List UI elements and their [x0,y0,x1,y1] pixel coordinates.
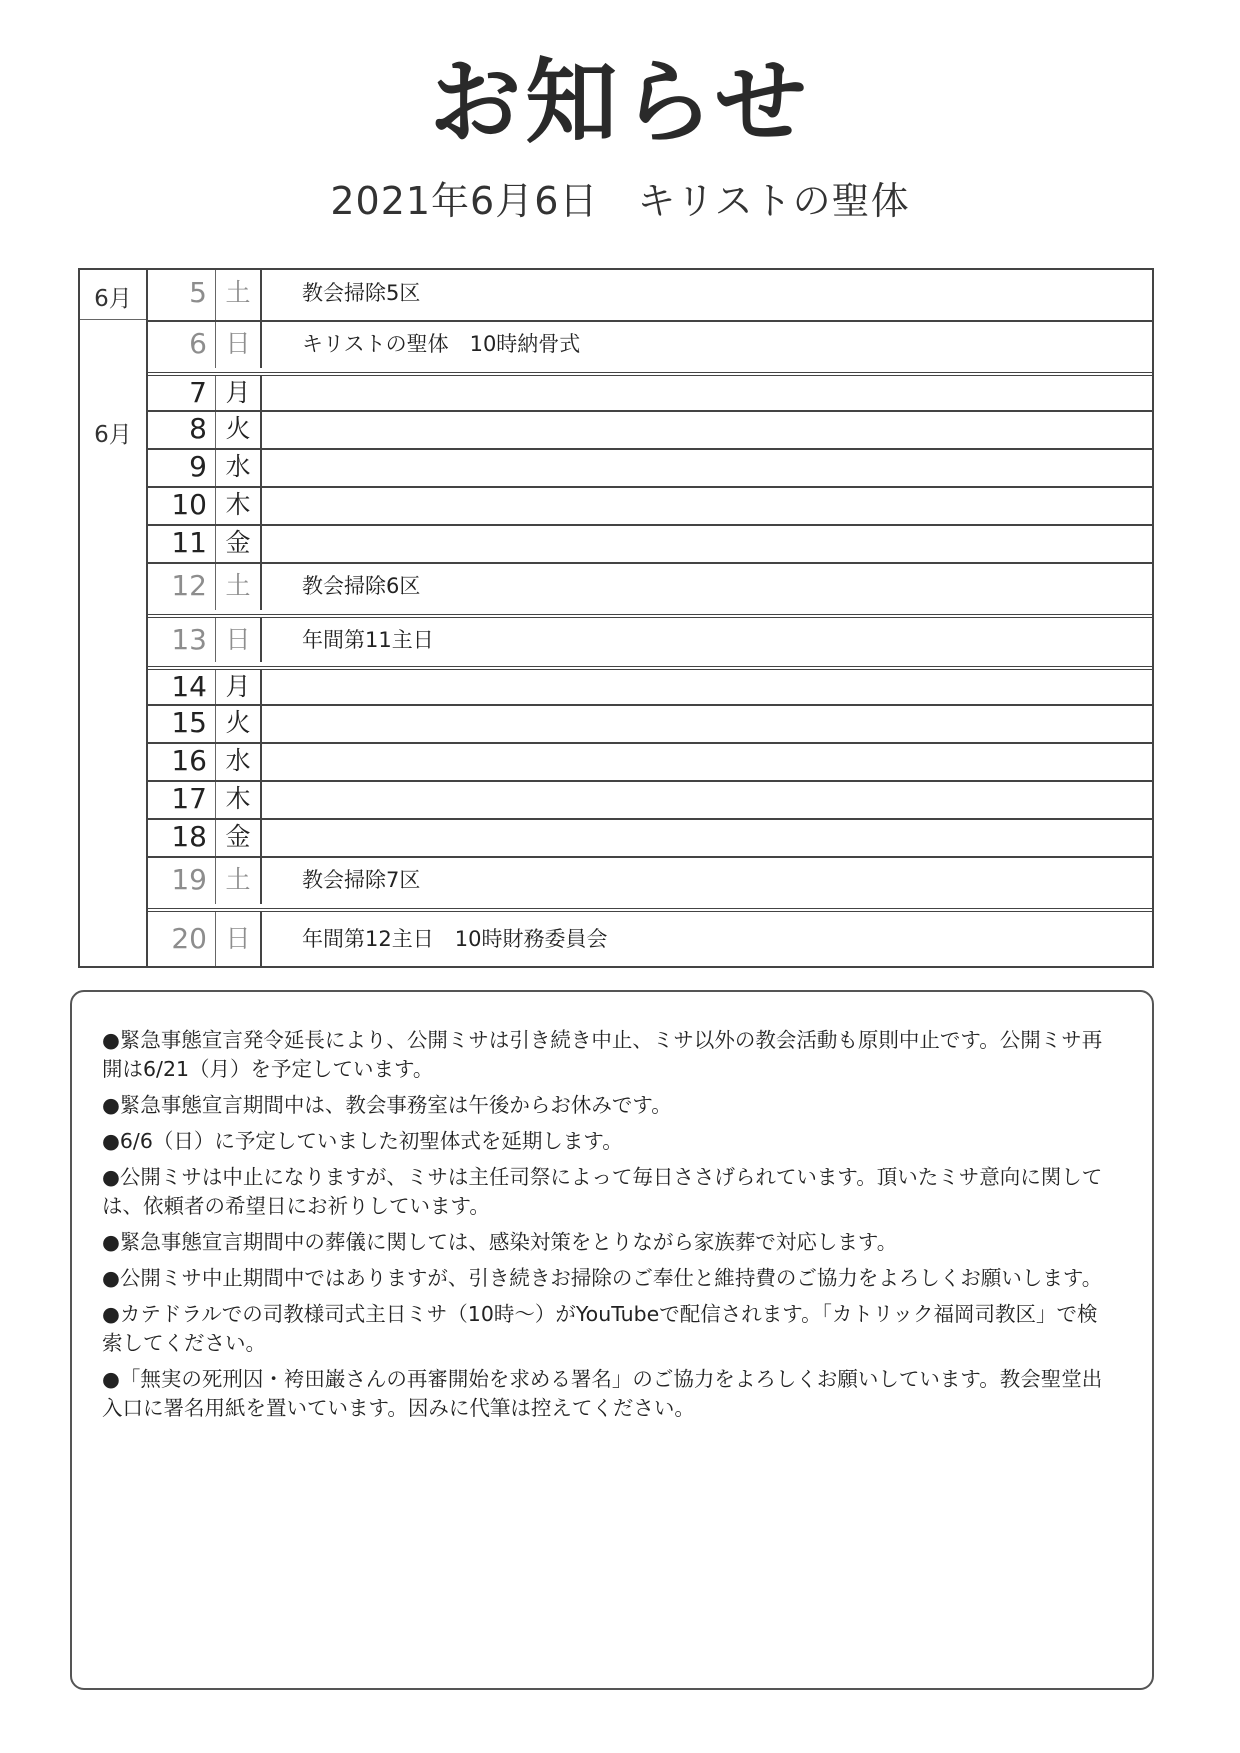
schedule-row [148,780,1154,818]
event-cell: 年間第12主日 10時財務委員会 [302,927,608,951]
weekday-cell: 月 [216,376,262,410]
month-label: 6月 [94,286,132,312]
weekday-cell: 日 [216,618,262,662]
month-divider [80,319,146,320]
event-cell: 教会掃除5区 [302,281,421,305]
page-subtitle: 2021年6月6日 キリストの聖体 [330,179,910,223]
weekday-cell: 土 [216,858,262,904]
schedule-row [148,856,1154,904]
day-cell: 8 [148,412,216,448]
day-cell: 20 [148,912,216,966]
schedule-row [148,524,1154,562]
day-cell: 5 [148,270,216,320]
event-cell [262,412,1154,448]
weekday-cell: 火 [216,412,262,448]
weekday-cell: 火 [216,706,262,742]
schedule-row [148,320,1154,368]
schedule-row [148,818,1154,856]
event-cell [262,820,1154,856]
schedule-row [148,742,1154,780]
day-cell: 12 [148,564,216,610]
event-cell [262,670,1154,704]
day-cell: 14 [148,670,216,704]
event-cell [262,782,1154,818]
schedule-row [148,448,1154,486]
event-cell [262,744,1154,780]
schedule-row [148,410,1154,448]
weekday-cell: 日 [216,322,262,368]
event-cell: 年間第11主日 [302,628,434,652]
weekday-cell: 金 [216,526,262,562]
notice-item: ●緊急事態宣言期間中の葬儀に関しては、感染対策をとりながら家族葬で対応します。 [102,1230,898,1254]
notice-item: ●公開ミサ中止期間中ではありますが、引き続きお掃除のご奉仕と維持費のご協力をよろしくお願いします。 [102,1266,1103,1290]
day-cell: 10 [148,488,216,524]
day-cell: 9 [148,450,216,486]
weekday-cell: 土 [216,564,262,610]
weekday-cell: 月 [216,670,262,704]
day-cell: 16 [148,744,216,780]
day-cell: 6 [148,322,216,368]
weekday-cell: 日 [216,912,262,966]
weekday-cell: 木 [216,488,262,524]
notice-item: ●緊急事態宣言発令延長により、公開ミサは引き続き中止、ミサ以外の教会活動も原則中止です。公開ミサ再開は6/21（月）を予定しています。 [102,1028,1103,1081]
month-label: 6月 [94,422,132,448]
notice-box [70,990,1154,1690]
event-cell: 教会掃除7区 [302,868,421,892]
month-column [80,270,148,966]
schedule-row [148,908,1154,966]
notice-item: ●公開ミサは中止になりますが、ミサは主任司祭によって毎日ささげられています。頂いたミサ意向に関しては、依頼者の希望日にお祈りしています。 [102,1165,1103,1218]
event-cell [262,706,1154,742]
event-cell [262,450,1154,486]
event-cell [262,526,1154,562]
day-cell: 18 [148,820,216,856]
notice-item: ●緊急事態宣言期間中は、教会事務室は午後からお休みです。 [102,1093,672,1117]
weekday-cell: 水 [216,450,262,486]
day-cell: 19 [148,858,216,904]
schedule-row [148,270,1154,320]
schedule-row [148,704,1154,742]
schedule-row [148,486,1154,524]
event-cell [262,488,1154,524]
schedule-table [78,268,1154,968]
schedule-row [148,562,1154,610]
weekday-cell: 土 [216,270,262,320]
event-cell: キリストの聖体 10時納骨式 [302,332,581,356]
notice-item: ●「無実の死刑囚・袴田巌さんの再審開始を求める署名」のご協力をよろしくお願いしています。教会聖堂出入口に署名用紙を置いています。因みに代筆は控えてください。 [102,1367,1103,1420]
schedule-row [148,614,1154,662]
schedule-row [148,666,1154,704]
notice-item: ●6/6（日）に予定していました初聖体式を延期します。 [102,1129,623,1153]
day-cell: 11 [148,526,216,562]
weekday-cell: 水 [216,744,262,780]
day-cell: 13 [148,618,216,662]
day-cell: 7 [148,376,216,410]
page-title: お知らせ [429,49,811,156]
weekday-cell: 木 [216,782,262,818]
notice-item: ●カテドラルでの司教様司式主日ミサ（10時～）がYouTubeで配信されます。「カトリック福岡司教区」で検索してください。 [102,1302,1098,1355]
event-cell [262,376,1154,410]
day-cell: 15 [148,706,216,742]
weekday-cell: 金 [216,820,262,856]
schedule-row [148,372,1154,410]
day-cell: 17 [148,782,216,818]
event-cell: 教会掃除6区 [302,574,421,598]
notice-list [102,1026,1112,1423]
